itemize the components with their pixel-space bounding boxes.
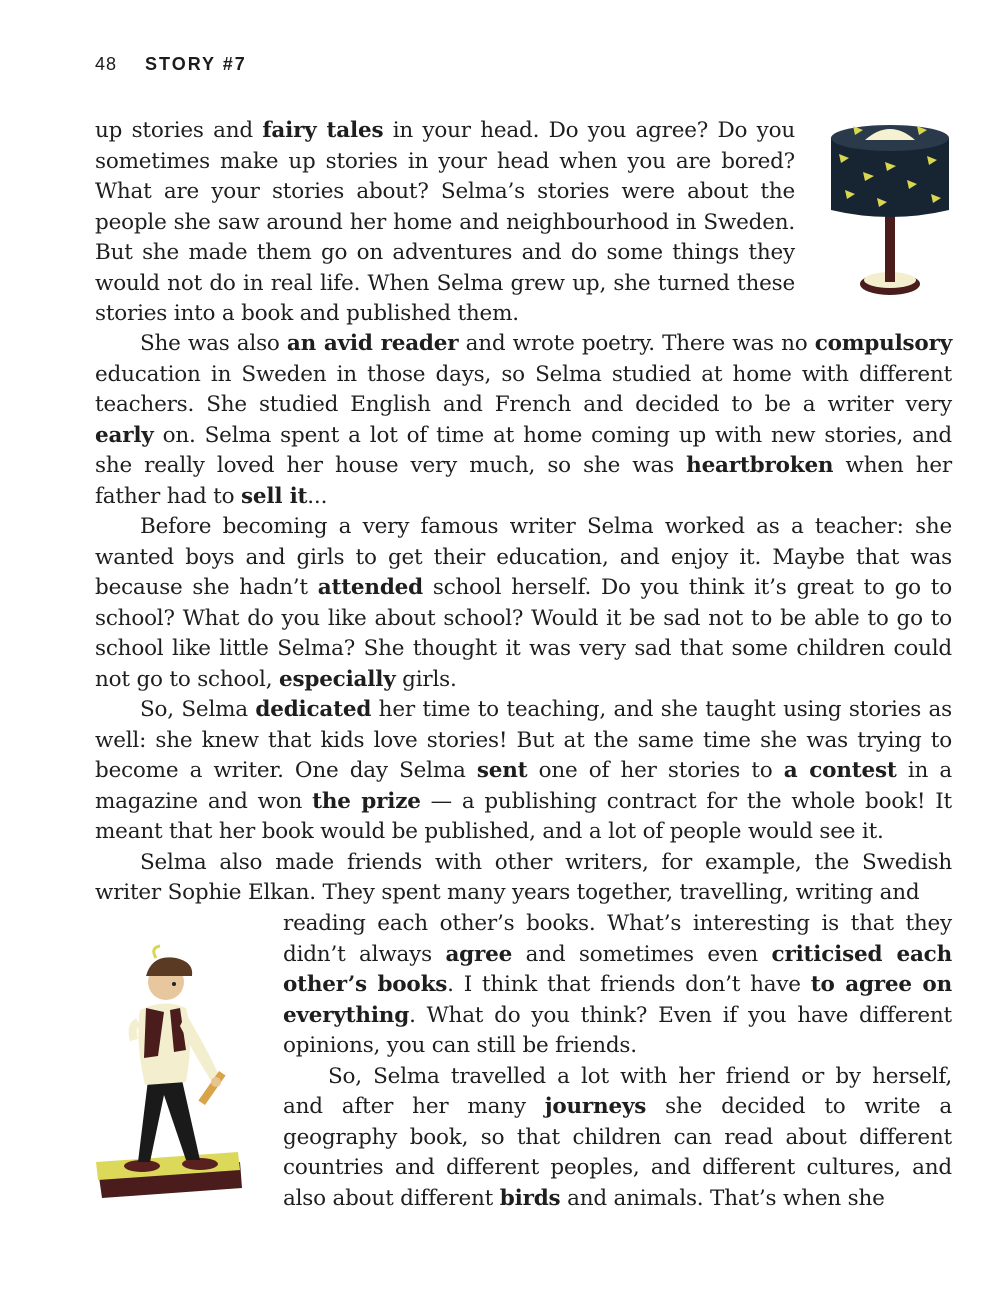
vocab-sell-it: sell it <box>240 483 308 509</box>
vocab-early: early <box>95 422 154 448</box>
vocab-compulsory: compulsory <box>814 331 952 356</box>
running-header <box>95 54 247 75</box>
vocab-sent: sent <box>476 758 528 783</box>
paragraph-2: She was also an avid reader and wrote poetry. There was no compulsory education in Sweden in those days, so Selma studied at home with different teachers. She studied English and French and decided to be a writer very early on. Selma spent a lot of time at home coming up with new stories, and she really loved her house very much, so she was heartbroken when her father had to sell it... <box>95 331 952 509</box>
vocab-birds: birds <box>499 1185 561 1211</box>
boy-illustration <box>90 930 265 1210</box>
text-block-middle <box>95 329 952 909</box>
vocab-fairy-tales: fairy tales <box>262 118 384 143</box>
vocab-especially: especially <box>278 666 396 692</box>
text-block-bottom <box>283 909 952 1214</box>
paragraph-1: up stories and fairy tales in your head. Do you agree? Do you sometimes make up stories in your head when you are bored? What are your stories about? Selma’s stories were about the people she saw around her home and neighbourhood in Sweden. But she made them go on adventures and do some things they would not do in real life. When Selma grew up, she turned these stories into a book and published them. <box>95 118 796 326</box>
vocab-a-contest: a contest <box>783 758 897 783</box>
paragraph-3: Before becoming a very famous writer Selma worked as a teacher: she wanted boys and girls to get their education, and enjoy it. Maybe that was because she hadn’t attended school herself. Do you think it’s great to go to school? What do you like about school? Would it be sad not to be able to go to school like little Selma? She thought it was very sad that some children could not go to school, especially girls. <box>95 514 952 692</box>
vocab-dedicated: dedicated <box>255 697 372 722</box>
lamp-icon <box>831 125 949 295</box>
vocab-to-agree-on-everything: to agree on everything <box>283 972 952 1028</box>
vocab-criticised-each-others-books: criticised each other’s books <box>283 941 952 997</box>
story-label: STORY #7 <box>145 54 247 74</box>
paragraph-6: So, Selma travelled a lot with her friend or by herself, and after her many journeys she decided to write a geography book, so that children can read about different countries and different peoples, and different cultures, and also about different birds and animals. That’s when she <box>283 1063 952 1211</box>
paragraph-5: Selma also made friends with other writers, for example, the Swedish writer Sophie Elkan. They spent many years together, travelling, writing and <box>95 849 952 905</box>
vocab-heartbroken: heartbroken <box>686 453 834 478</box>
boy-with-flute-icon <box>96 946 242 1198</box>
vocab-the-prize: the prize <box>312 788 421 814</box>
text-block-top <box>95 116 795 330</box>
vocab-attended: attended <box>317 575 423 600</box>
vocab-journeys: journeys <box>544 1094 647 1119</box>
vocab-agree: agree <box>445 941 513 967</box>
paragraph-4: So, Selma dedicated her time to teaching, and she taught using stories as well: she knew that kids love stories! But at the same time she was trying to become a writer. One day Selma sent one of her stories to a contest in a magazine and won the prize — a publishing contract for the whole book! It meant that her book would be published, and a lot of people would see it. <box>95 697 952 844</box>
lamp-illustration <box>825 114 955 304</box>
vocab-avid-reader: an avid reader <box>286 331 459 356</box>
paragraph-5-continued: reading each other’s books. What’s interesting is that they didn’t always agree and sometimes even criticised each other’s books. I think that friends don’t have to agree on everything. What do you think? Even if you have different opinions, you can still be friends. <box>283 911 952 1058</box>
page-number: 48 <box>95 54 118 74</box>
